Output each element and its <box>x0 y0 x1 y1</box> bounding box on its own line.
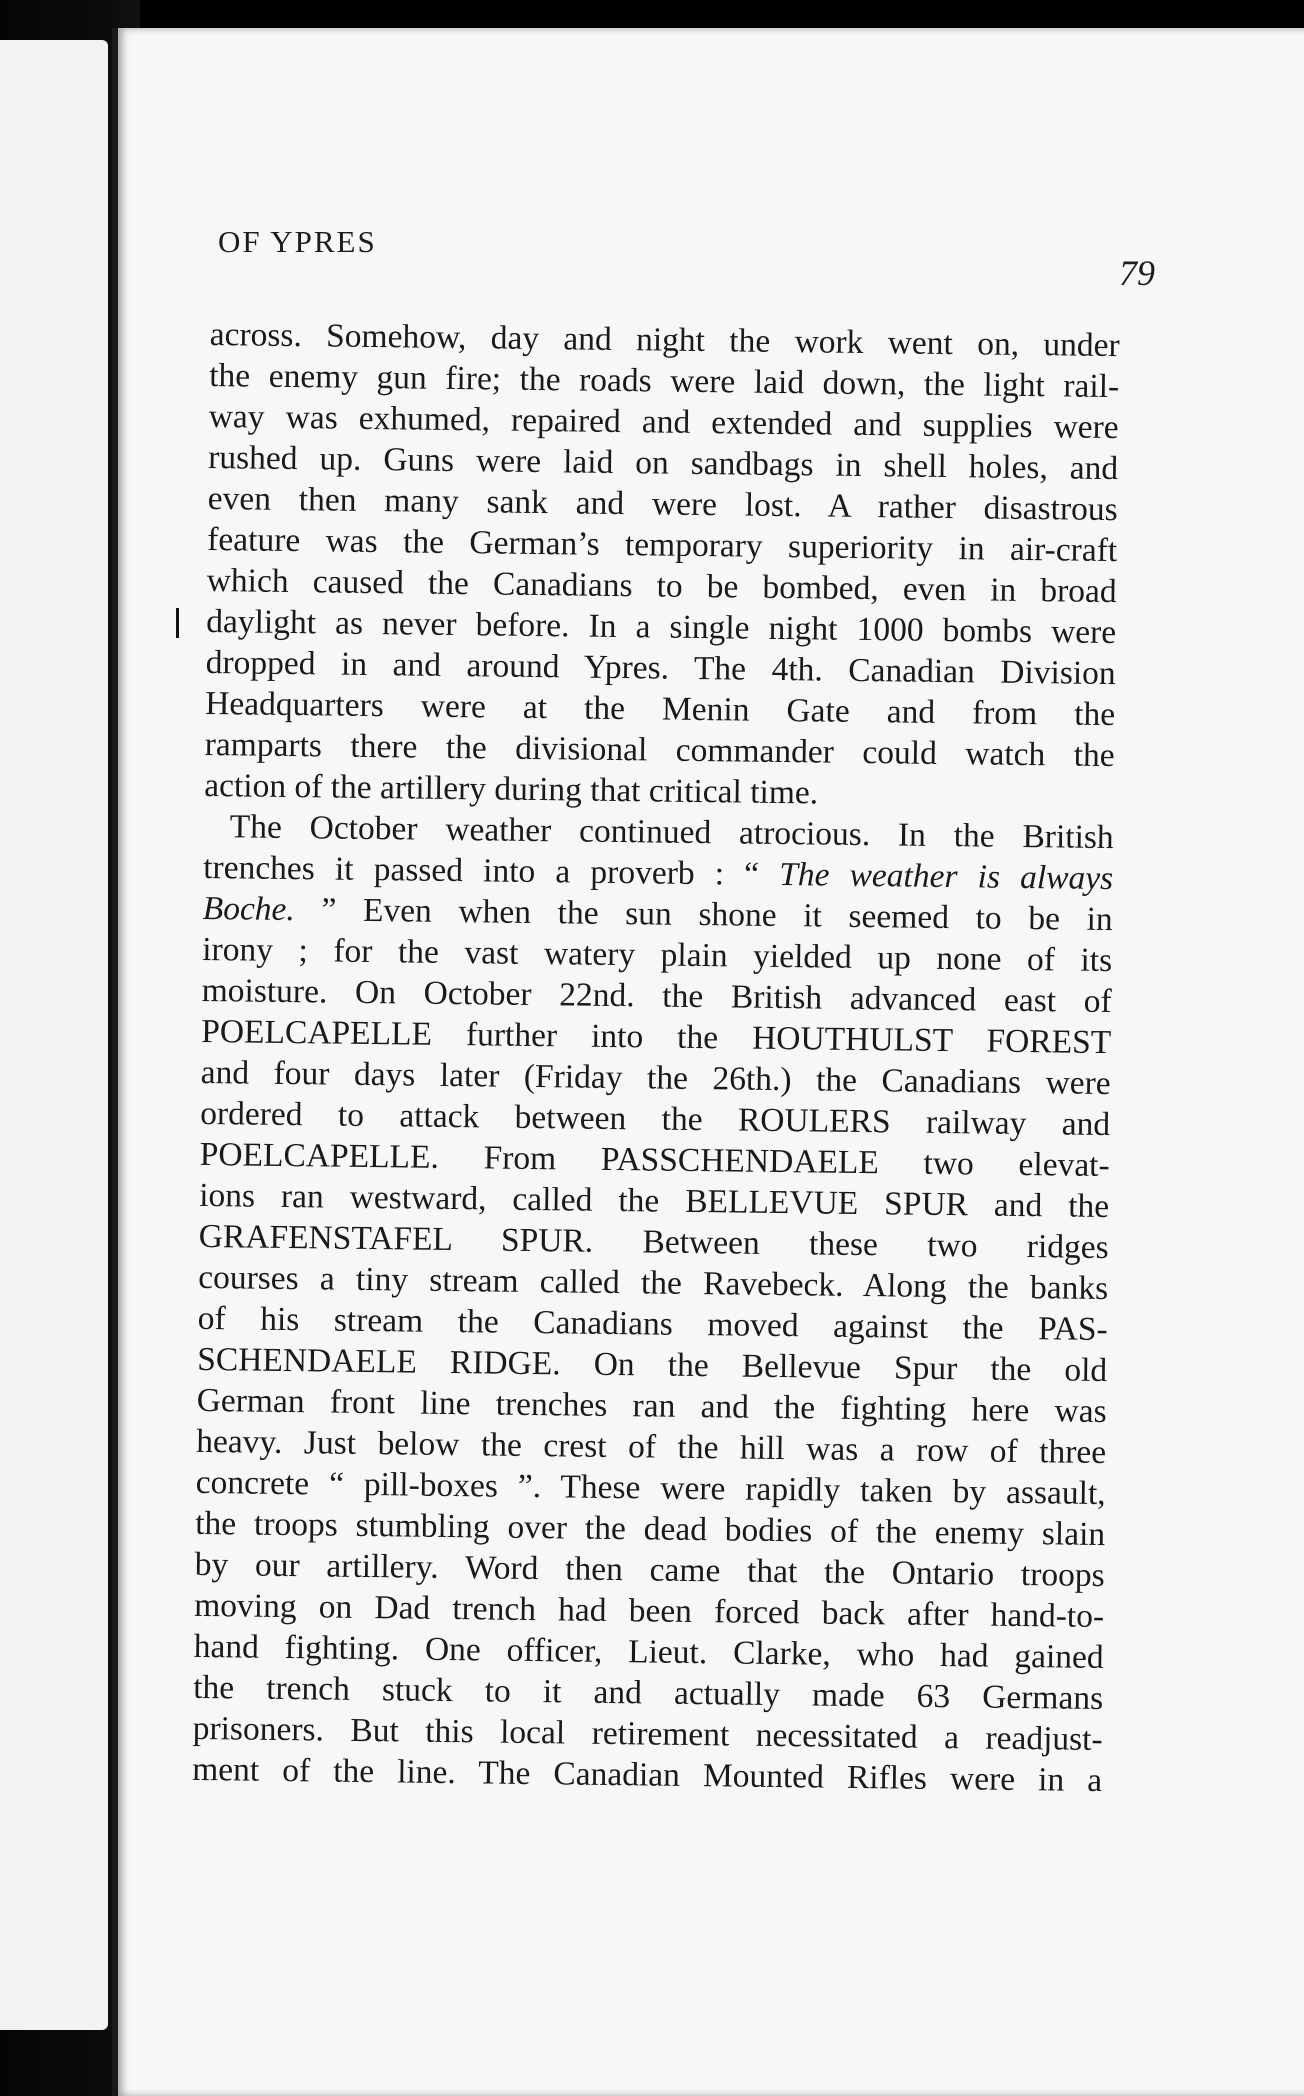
text-line: ramparts there the divisional commander could watch the <box>204 725 1115 775</box>
text-line: trenches it passed into a proverb : “ The weather is always <box>203 848 1114 898</box>
text-line: action of the artillery during that critical time. <box>204 766 819 812</box>
text-line: POELCAPELLE. From PASSCHENDAELE two elevat- <box>199 1135 1110 1185</box>
text-line: hand fighting. One officer, Lieut. Clarke, who had gained <box>193 1627 1104 1677</box>
text-line: POELCAPELLE further into the HOUTHULST FOREST <box>201 1012 1112 1062</box>
text-line: prisoners. But this local retirement necessitated a readjust- <box>192 1709 1103 1759</box>
text-line: concrete “ pill-boxes ”. These were rapidly taken by assault, <box>195 1463 1106 1513</box>
text-line: across. Somehow, day and night the work went on, under <box>209 315 1120 365</box>
margin-mark <box>176 608 179 638</box>
text-line: moisture. On October 22nd. the British advanced east of <box>201 971 1112 1021</box>
italic-quote: Boche. <box>202 889 296 929</box>
text-line: German front line trenches ran and the fighting here was <box>196 1381 1107 1431</box>
text-line: irony ; for the vast watery plain yielded up none of its <box>202 930 1113 980</box>
page-number: 79 <box>1119 253 1155 293</box>
text-line: The October weather continued atrocious. In the British <box>229 808 1114 857</box>
italic-quote: The weather is always <box>778 855 1114 898</box>
text-line: the trench stuck to it and actually made 63 Germans <box>192 1668 1104 1718</box>
text-line: way was exhumed, repaired and extended and supplies were <box>208 397 1119 447</box>
text-line: Boche. ” Even when the sun shone it seemed to be in <box>202 889 1113 939</box>
text-line: of his stream the Canadians moved against the PAS- <box>197 1299 1108 1349</box>
text-line: rushed up. Guns were laid on sandbags in shell holes, and <box>208 438 1119 488</box>
text-line: dropped in and around Ypres. The 4th. Canadian Division <box>205 643 1116 693</box>
text-line: the enemy gun fire; the roads were laid down, the light rail- <box>209 356 1120 406</box>
book-page <box>112 28 1304 2096</box>
text-line: heavy. Just below the crest of the hill was a row of three <box>195 1422 1107 1472</box>
text-line: by our artillery. Word then came that the Ontario troops <box>194 1545 1105 1595</box>
text-line: courses a tiny stream called the Ravebeck. Along the banks <box>198 1258 1109 1308</box>
body-text <box>192 314 1120 1801</box>
running-head: OF YPRES <box>218 224 377 259</box>
text-line: even then many sank and were lost. A rather disastrous <box>207 479 1118 529</box>
text-line: the troops stumbling over the dead bodies of the enemy slain <box>194 1504 1106 1554</box>
text-line: ions ran westward, called the BELLEVUE SPUR and the <box>199 1176 1110 1226</box>
text-line: moving on Dad trench had been forced back after hand-to- <box>193 1586 1105 1636</box>
text-line: ment of the line. The Canadian Mounted Rifles were in a <box>191 1750 1103 1800</box>
text-line: SCHENDAELE RIDGE. On the Bellevue Spur the old <box>197 1340 1108 1390</box>
text-line: daylight as never before. In a single night 1000 bombs were <box>206 602 1117 652</box>
text-line: and four days later (Friday the 26th.) the Canadians were <box>200 1053 1111 1103</box>
text-line: which caused the Canadians to be bombed, even in broad <box>206 561 1117 611</box>
text-line: ordered to attack between the ROULERS railway and <box>200 1094 1111 1144</box>
text-line: feature was the German’s temporary superiority in air-craft <box>207 520 1118 570</box>
text-line: GRAFENSTAFEL SPUR. Between these two ridges <box>198 1217 1109 1267</box>
text-line: Headquarters were at the Menin Gate and from the <box>205 684 1116 734</box>
previous-page-edge <box>0 40 108 2030</box>
